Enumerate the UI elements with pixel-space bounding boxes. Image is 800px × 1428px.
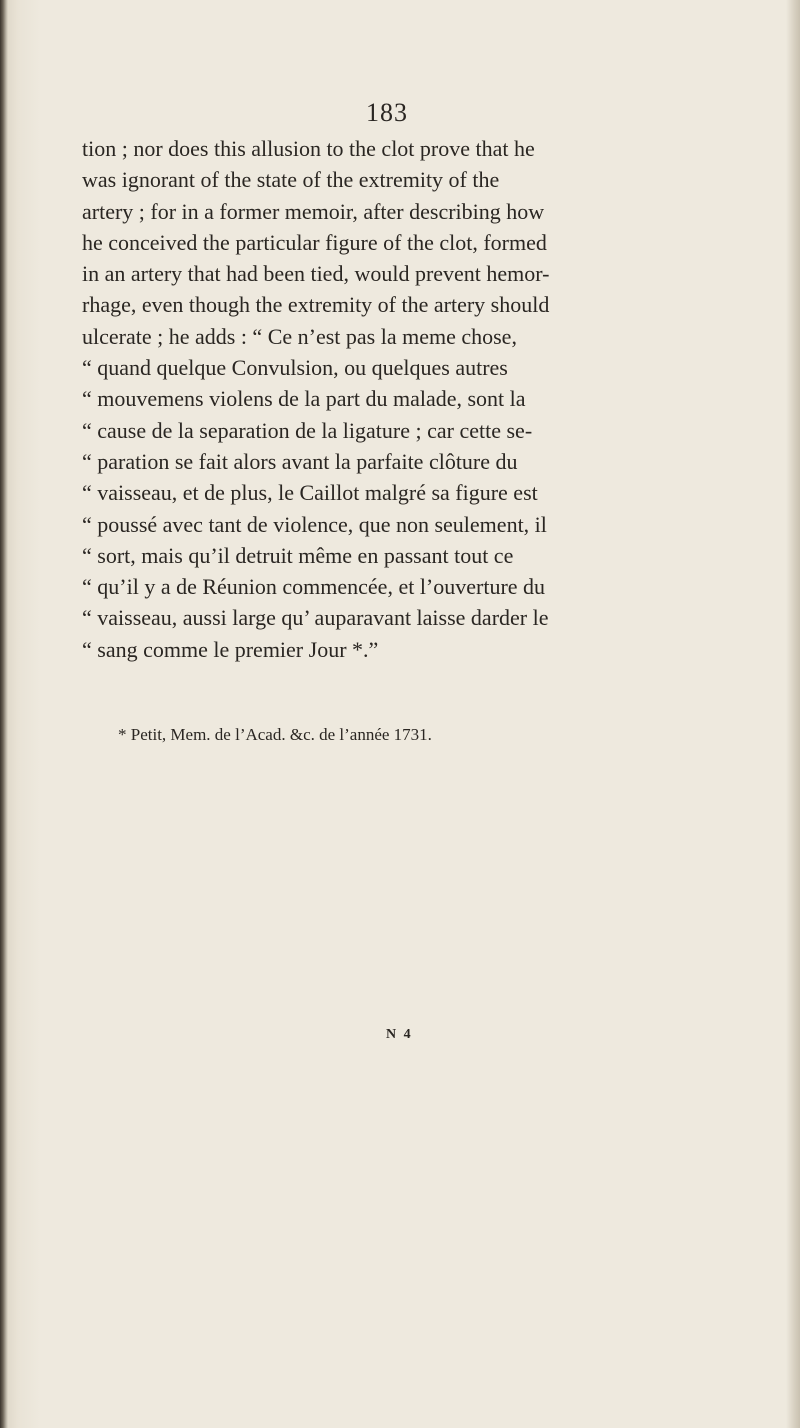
- page-binding-edge: [0, 0, 8, 1428]
- text-line: “ vaisseau, aussi large qu’ auparavant laisse darder le: [82, 605, 549, 631]
- page-number: 183: [366, 98, 408, 127]
- text-line: artery ; for in a former memoir, after describing how: [82, 198, 545, 224]
- text-line: in an artery that had been tied, would prevent hemor-: [82, 261, 550, 287]
- signature-mark: N 4: [386, 1027, 413, 1042]
- text-line: “ qu’il y a de Réunion commencée, et l’ouverture du: [82, 574, 546, 600]
- text-line: “ vaisseau, et de plus, le Caillot malgré sa figure est: [82, 480, 538, 506]
- text-line: “ cause de la separation de la ligature ; car cette se-: [82, 417, 533, 443]
- text-line: ulcerate ; he adds : “ Ce n’est pas la meme chose,: [82, 323, 517, 349]
- body-text: [82, 133, 682, 665]
- text-line: “ poussé avec tant de violence, que non seulement, il: [82, 511, 547, 537]
- text-line: “ quand quelque Convulsion, ou quelques autres: [82, 355, 508, 381]
- text-line: “ sort, mais qu’il detruit même en passant tout ce: [82, 542, 514, 568]
- text-line: he conceived the particular figure of the clot, formed: [82, 229, 547, 255]
- text-line: “ mouvemens violens de la part du malade, sont la: [82, 386, 526, 412]
- text-line: was ignorant of the state of the extremity of the: [82, 167, 500, 193]
- text-line: “ paration se fait alors avant la parfaite clôture du: [82, 448, 518, 474]
- footnote: * Petit, Mem. de l’Acad. &c. de l’année 1731.: [118, 725, 432, 744]
- text-line: “ sang comme le premier Jour *.”: [82, 636, 379, 662]
- text-line: rhage, even though the extremity of the artery should: [82, 292, 550, 318]
- text-line: tion ; nor does this allusion to the clot prove that he: [82, 136, 535, 161]
- page-edge-shadow: [786, 0, 800, 1428]
